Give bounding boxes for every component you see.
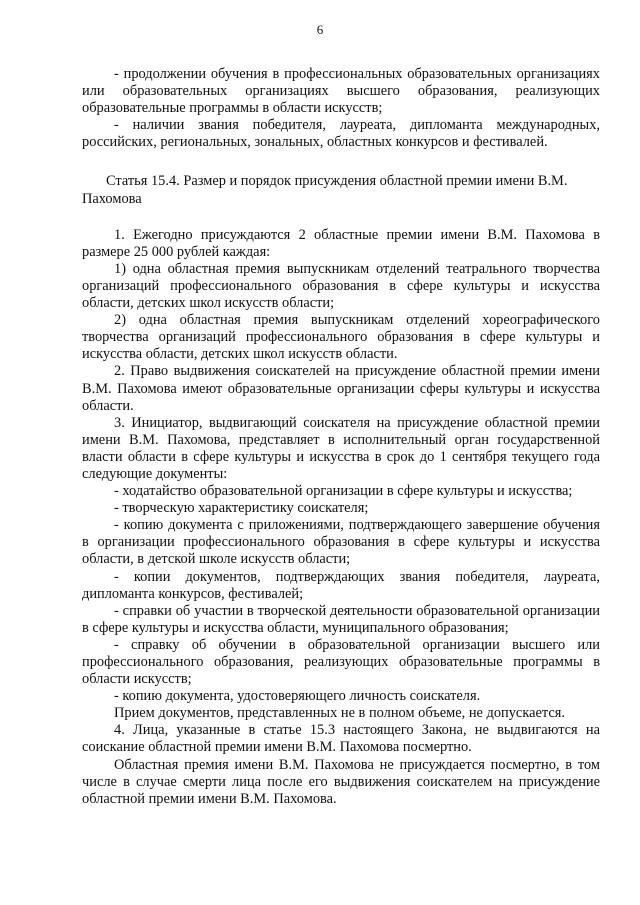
clause-3: 3. Инициатор, выдвигающий соискателя на присуждение областной премии имени В.М. Пахомова, представляет в исполнительный орган государственной власти области в сфере культуры и искусства в срок до 1 сентября текущего года следующие документы:	[82, 414, 600, 482]
page-number: 6	[316, 22, 324, 37]
subclause-1-theatre: 1) одна областная премия выпускникам отделений театрального творчества организаций профессионального образования в сфере культуры и искусства области, детских школ искусств области;	[82, 260, 600, 312]
spacer	[82, 208, 600, 227]
list-item-competition-titles: - наличии звания победителя, лауреата, дипломанта международных, российских, региональных, зональных, областных конкурсов и фестивалей.	[82, 117, 600, 151]
list-item-continued-education: - продолжении обучения в профессиональных образовательных организациях или образовательных организациях высшего образования, реализующих образовательные программы в области искусств;	[82, 66, 600, 117]
document-item-graduation-copy: - копию документа с приложениями, подтверждающего завершение обучения в организации профессионального образования в сфере культуры и искусства области, в детской школе искусств области;	[82, 517, 600, 568]
subclause-2-choreography: 2) одна областная премия выпускникам отделений хореографического творчества организаций профессионального образования в сфере культуры и искусства области, детских школ искусств области.	[82, 312, 600, 363]
incomplete-documents-note: Прием документов, представленных не в полном объеме, не допускается.	[114, 705, 565, 722]
document-body	[82, 66, 600, 808]
document-item-study-certificate: - справку об обучении в образовательной организации высшего или профессионального образования, реализующих образовательные программы в области искусств;	[82, 636, 600, 688]
spacer	[82, 151, 600, 173]
document-item-identity-copy: - копию документа, удостоверяющего личность соискателя.	[114, 688, 481, 705]
document-item-characteristic: - творческую характеристику соискателя;	[114, 500, 369, 517]
document-item-petition: - ходатайство образовательной организации в сфере культуры и искусства;	[114, 483, 573, 500]
clause-4: 4. Лица, указанные в статье 15.3 настоящего Закона, не выдвигаются на соискание областной премии имени В.М. Пахомова посмертно.	[82, 722, 600, 756]
clause-1: 1. Ежегодно присуждаются 2 областные премии имени В.М. Пахомова в размере 25 000 рублей каждая:	[82, 226, 600, 260]
article-title: Статья 15.4. Размер и порядок присуждения областной премии имени В.М. Пахомова	[82, 173, 568, 207]
clause-2: 2. Право выдвижения соискателей на присуждение областной премии имени В.М. Пахомова имеют образовательные организации сферы культуры и искусства области.	[82, 363, 600, 414]
document-item-award-copies: - копии документов, подтверждающих звания победителя, лауреата, дипломанта конкурсов, фестивалей;	[82, 568, 600, 602]
posthumous-note: Областная премия имени В.М. Пахомова не присуждается посмертно, в том числе в случае смерти лица после его выдвижения соискателем на присуждение областной премии имени В.М. Пахомова.	[82, 756, 600, 807]
document-item-participation-certificates: - справки об участии в творческой деятельности образовательной организации в сфере культуры и искусства области, муниципального образования;	[82, 602, 600, 636]
